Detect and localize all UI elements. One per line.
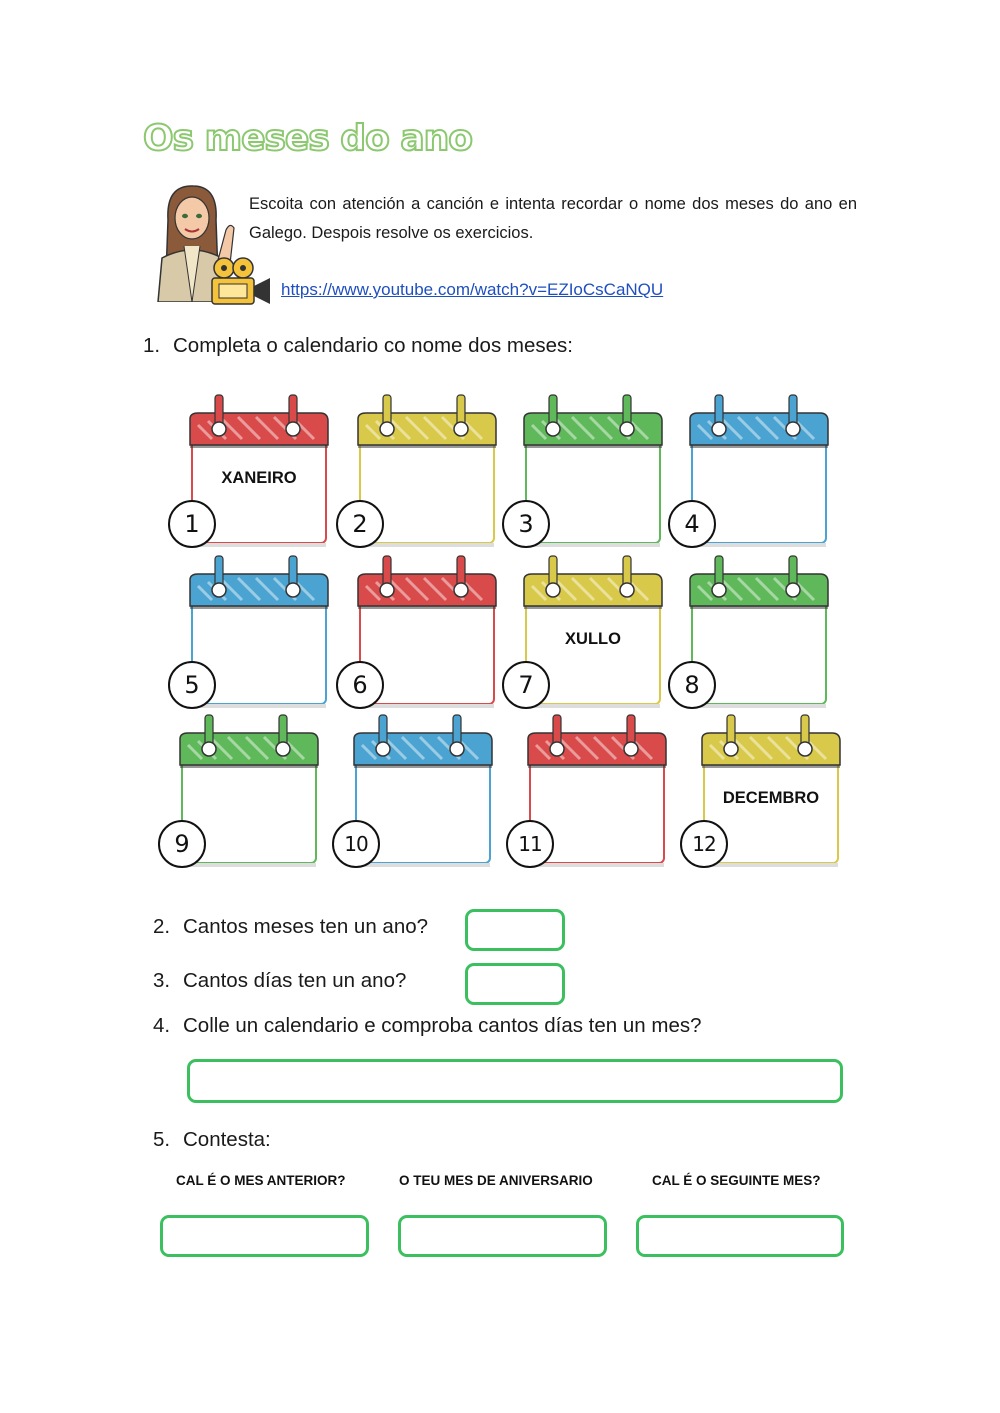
month-name-field[interactable]: XULLO [565,630,621,648]
answer-box-previous-month[interactable] [160,1215,369,1257]
header-previous-month: CAL É O MES ANTERIOR? [176,1173,346,1188]
question-5 [153,1128,271,1152]
calendar-month-12 [680,715,870,880]
youtube-link[interactable]: https://www.youtube.com/watch?v=EZIoCsCaNQU [281,280,664,299]
answer-box-days[interactable] [465,963,565,1005]
question-number: 5. [153,1128,171,1151]
question-number: 2. [153,915,171,938]
month-name-field[interactable]: DECEMBRO [722,789,820,807]
calendar-month-5 [168,556,358,721]
calendar-month-2 [336,395,526,560]
month-number-badge: 10 [332,820,380,868]
answer-box-birthday-month[interactable] [398,1215,607,1257]
answer-box-next-month[interactable] [636,1215,844,1257]
calendar-month-6 [336,556,526,721]
calendar-month-9 [158,715,348,880]
month-number-badge: 1 [168,500,216,548]
question-text: Cantos días ten un ano? [183,969,407,992]
calendar-month-11 [506,715,696,880]
month-name-field[interactable]: XANEIRO [221,469,297,487]
calendar-month-1 [168,395,358,560]
question-text: Cantos meses ten un ano? [183,915,429,938]
month-number-badge: 8 [668,661,716,709]
month-number-badge: 11 [506,820,554,868]
question-text: Completa o calendario co nome dos meses: [173,334,573,357]
month-number-badge: 7 [502,661,550,709]
intro-text: Escoita con atención a canción e intenta recordar o nome dos meses do ano en Galego. Despois resolve os exercicios. [249,195,857,242]
question-2 [153,915,428,939]
question-number: 3. [153,969,171,992]
question-text: Colle un calendario e comproba cantos días ten un mes? [183,1014,702,1037]
question-3 [153,969,406,993]
page-title: Os meses do ano [143,118,472,159]
question-4 [153,1014,702,1038]
calendar-month-4 [668,395,858,560]
calendar-month-7 [502,556,692,721]
month-number-badge: 4 [668,500,716,548]
calendar-month-10 [332,715,522,880]
month-number-badge: 2 [336,500,384,548]
video-camera-icon [208,256,272,306]
month-number-badge: 6 [336,661,384,709]
answer-box-month-days[interactable] [187,1059,843,1103]
question-number: 1. [143,334,161,357]
calendar-month-8 [668,556,858,721]
month-number-badge: 3 [502,500,550,548]
month-number-badge: 9 [158,820,206,868]
header-birthday-month: O TEU MES DE ANIVERSARIO [399,1173,593,1188]
month-number-badge: 12 [680,820,728,868]
header-next-month: CAL É O SEGUINTE MES? [652,1173,821,1188]
question-1 [143,334,573,358]
question-text: Contesta: [183,1128,271,1151]
answer-box-months[interactable] [465,909,565,951]
month-number-badge: 5 [168,661,216,709]
question-number: 4. [153,1014,171,1037]
calendar-month-3 [502,395,692,560]
